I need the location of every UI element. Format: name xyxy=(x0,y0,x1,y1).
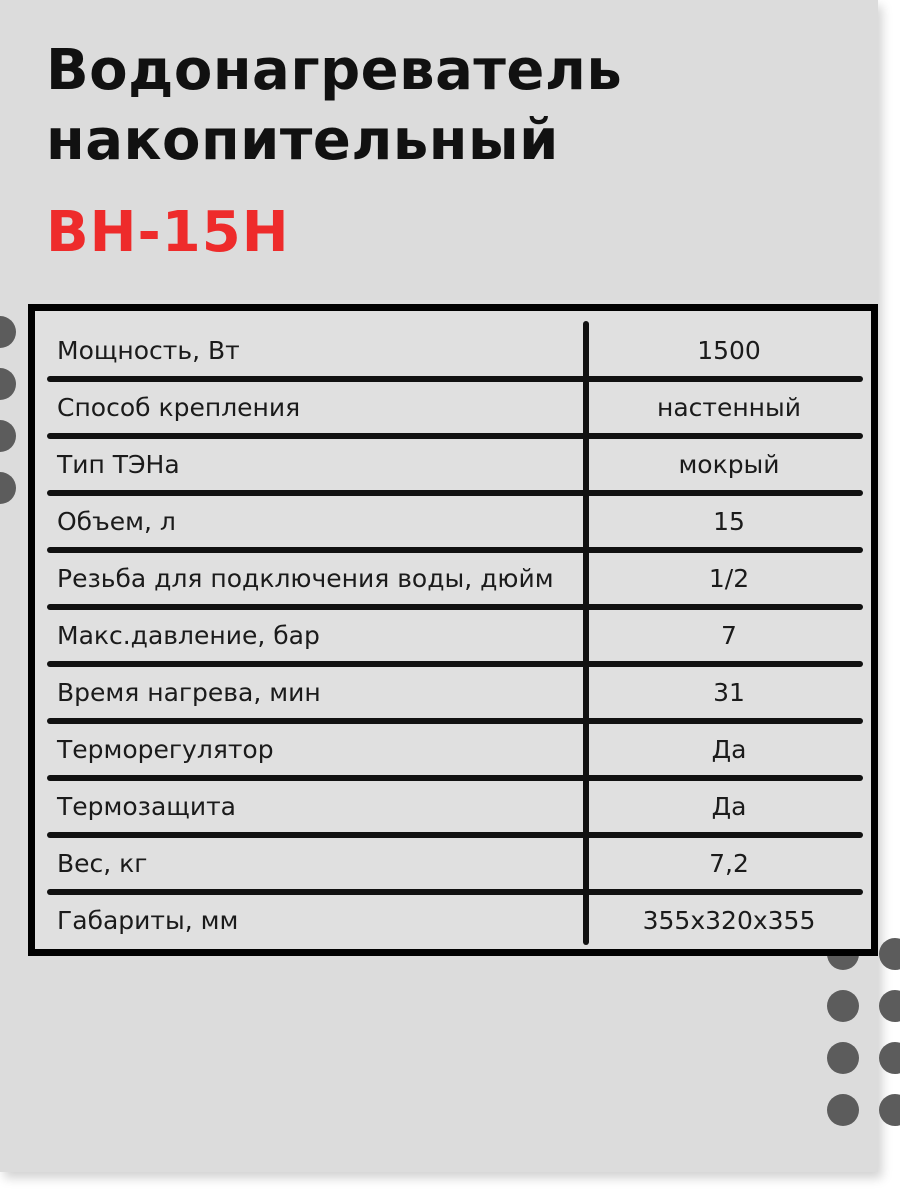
product-model: ВН-15Н xyxy=(46,200,290,265)
product-title-line-2: накопительный xyxy=(46,108,559,173)
spec-label: Время нагрева, мин xyxy=(57,678,321,707)
decor-dot-icon xyxy=(827,1094,859,1126)
decor-dot-icon xyxy=(827,1042,859,1074)
spec-row-thermostat xyxy=(47,724,863,781)
spec-row-volume xyxy=(47,496,863,553)
spec-row-power xyxy=(47,325,863,382)
decor-dot-icon xyxy=(879,1042,900,1074)
spec-value: Да xyxy=(711,735,747,764)
spec-label: Макс.давление, бар xyxy=(57,621,320,650)
spec-value: мокрый xyxy=(678,450,780,479)
spec-label: Объем, л xyxy=(57,507,176,536)
spec-row-heater-type xyxy=(47,439,863,496)
spec-value: 31 xyxy=(713,678,745,707)
spec-label: Резьба для подключения воды, дюйм xyxy=(57,564,554,593)
spec-value: Да xyxy=(711,792,747,821)
decor-dot-icon xyxy=(879,1094,900,1126)
spec-label: Терморегулятор xyxy=(57,735,274,764)
spec-row-weight xyxy=(47,838,863,895)
spec-row-thread xyxy=(47,553,863,610)
decor-dot-icon xyxy=(879,938,900,970)
spec-row-thermal-protection xyxy=(47,781,863,838)
spec-label: Вес, кг xyxy=(57,849,148,878)
spec-label: Габариты, мм xyxy=(57,906,239,935)
spec-value: 7 xyxy=(721,621,737,650)
spec-label: Тип ТЭНа xyxy=(57,450,180,479)
spec-value: 7,2 xyxy=(709,849,749,878)
spec-value: 15 xyxy=(713,507,745,536)
specs-table xyxy=(28,304,878,956)
spec-row-dimensions xyxy=(47,895,863,952)
spec-row-heating-time xyxy=(47,667,863,724)
product-title xyxy=(46,36,622,176)
spec-value: 355х320х355 xyxy=(642,906,816,935)
spec-value: настенный xyxy=(656,393,802,422)
spec-value: 1/2 xyxy=(708,564,750,593)
spec-label: Мощность, Вт xyxy=(57,336,240,365)
decor-dot-icon xyxy=(827,990,859,1022)
spec-label: Термозащита xyxy=(57,792,236,821)
spec-row-pressure xyxy=(47,610,863,667)
spec-row-mounting xyxy=(47,382,863,439)
spec-value: 1500 xyxy=(697,336,761,365)
decor-dot-icon xyxy=(879,990,900,1022)
product-title-line-1: Водонагреватель xyxy=(46,38,623,103)
spec-label: Способ крепления xyxy=(57,393,301,422)
